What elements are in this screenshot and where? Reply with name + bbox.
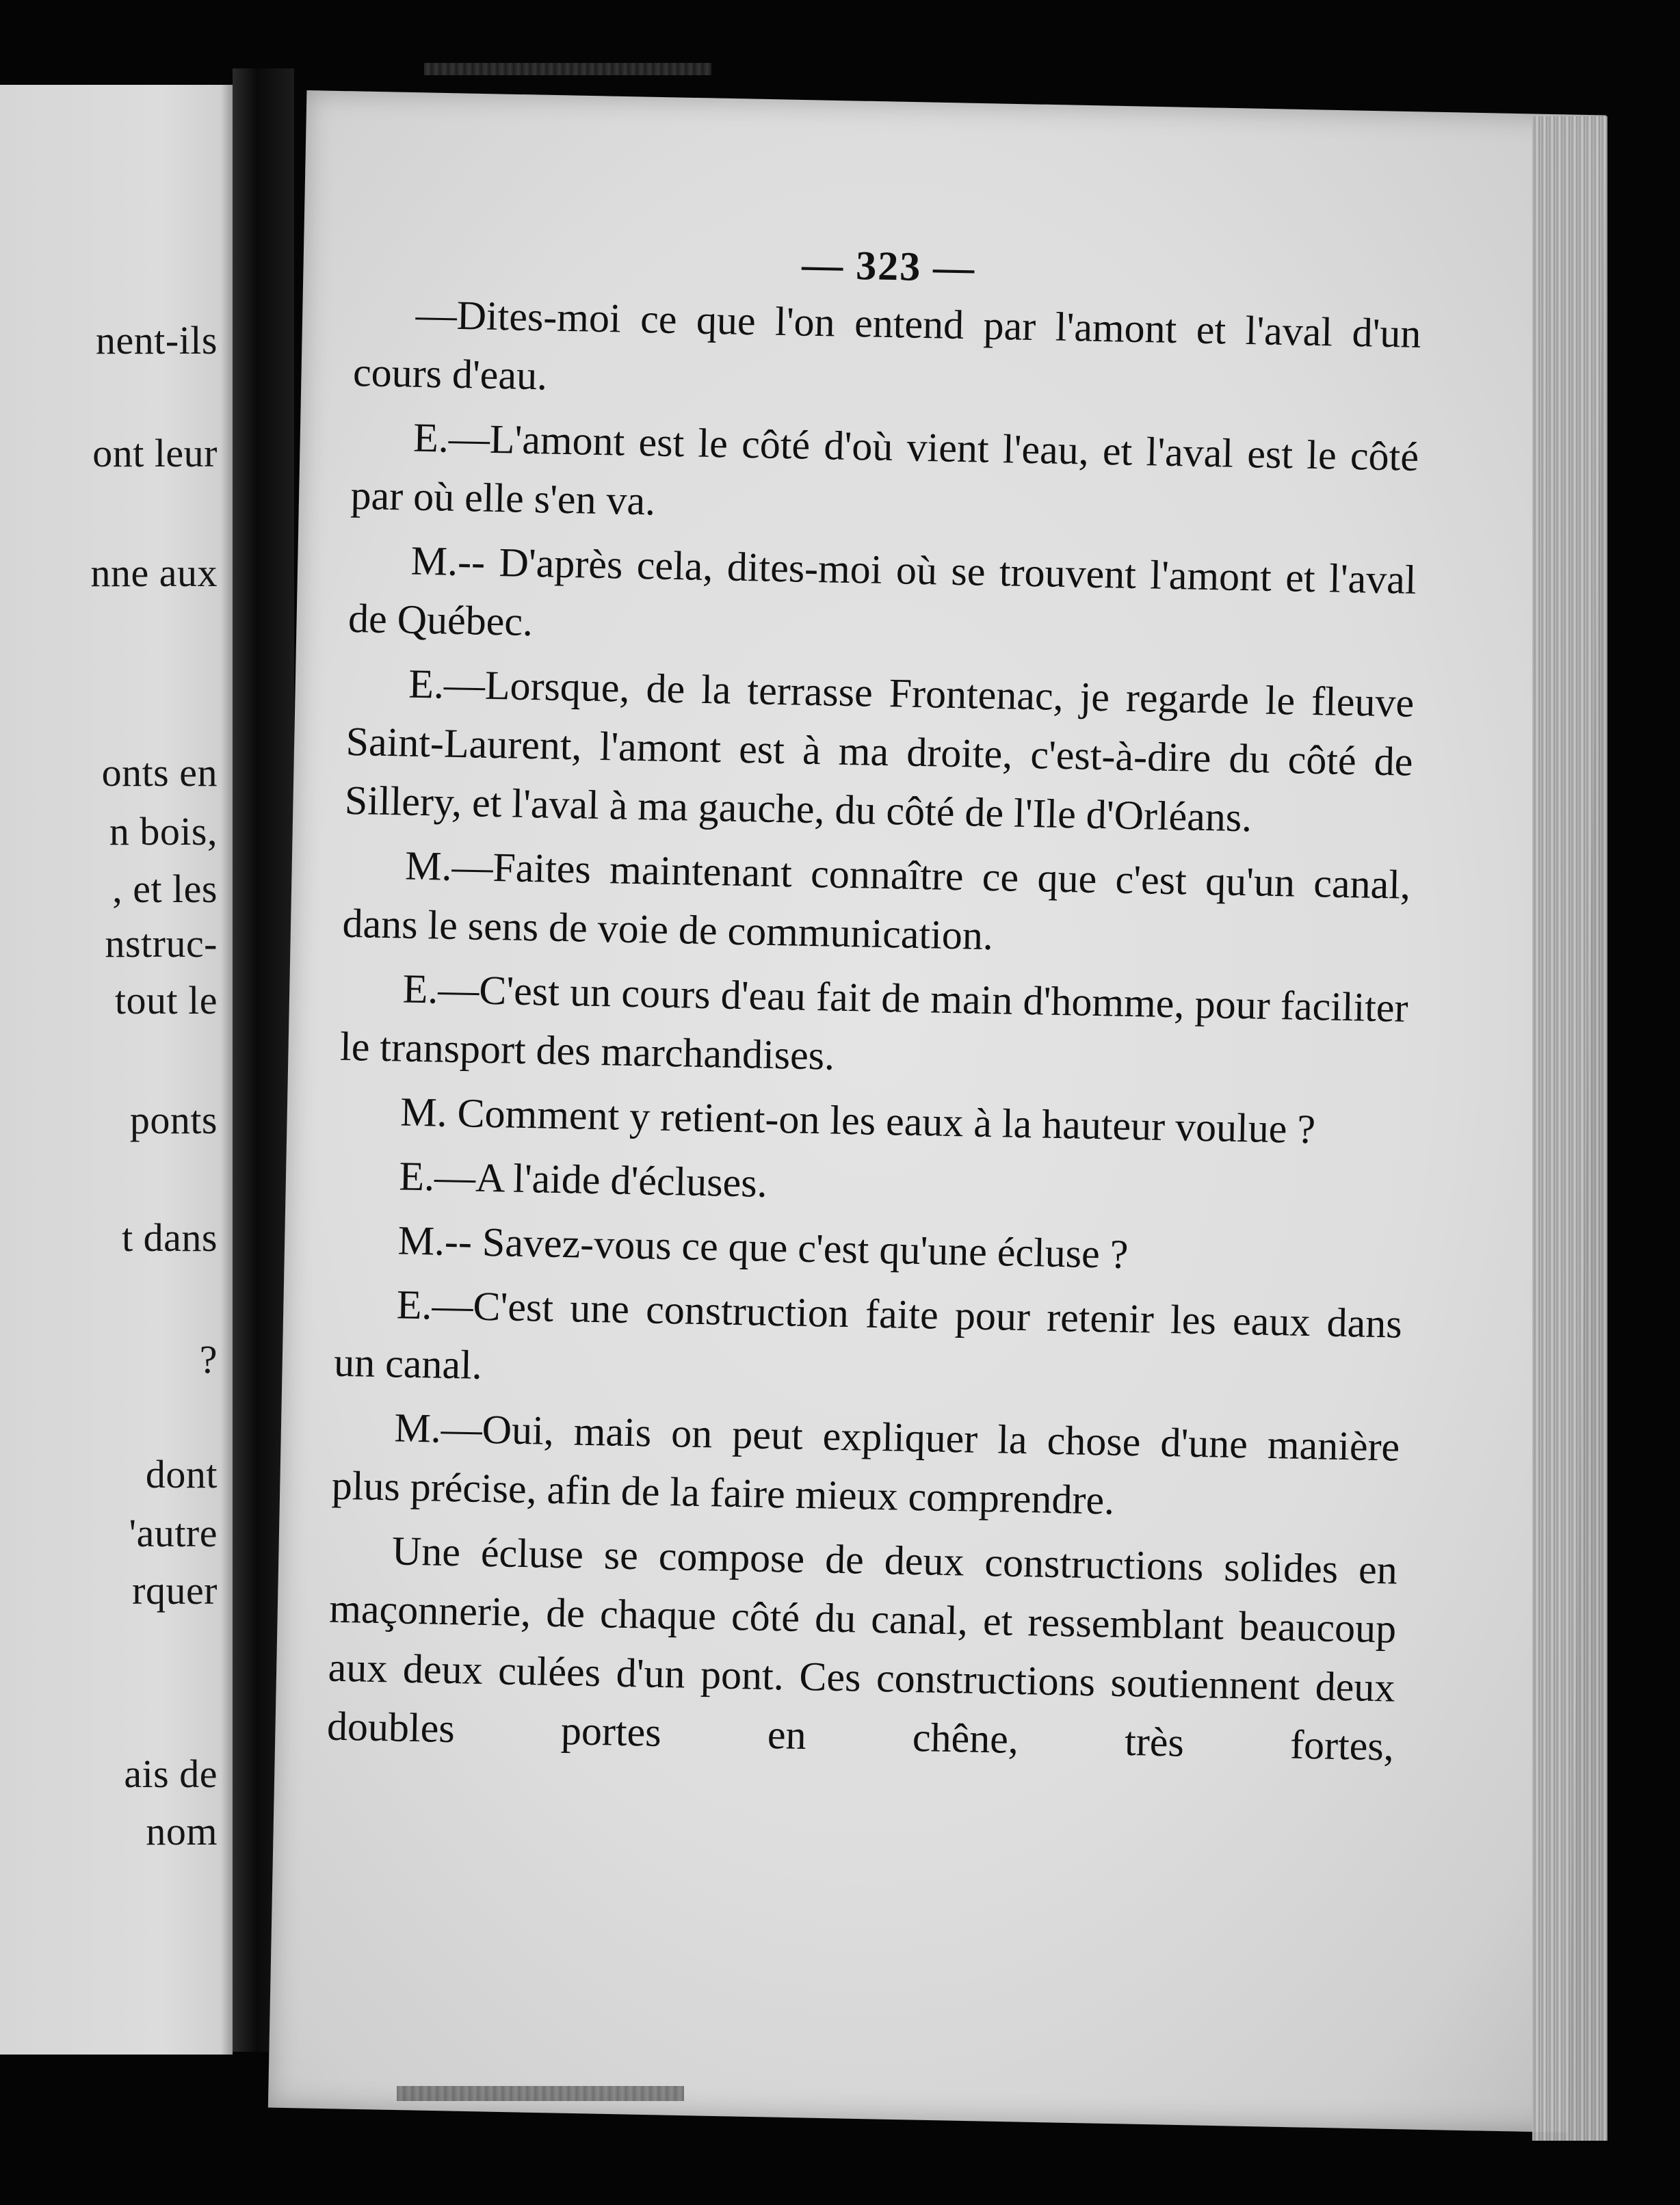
page-edges [1532, 116, 1607, 2141]
left-line-fragment: n bois, [109, 809, 218, 854]
left-line-fragment: onts en [101, 750, 218, 795]
right-page-text [326, 233, 1422, 1776]
paragraph: M.-- D'après cela, dites-moi où se trouvent l'amont et l'aval de Québec. [347, 538, 1417, 645]
left-line-fragment: dont [145, 1452, 218, 1496]
paragraph: E.—L'amont est le côté d'où vient l'eau, et l'aval est le côté par où elle s'en va. [350, 414, 1419, 524]
left-line-fragment: ont leur [92, 431, 218, 475]
paragraph: E.—C'est un cours d'eau fait de main d'homme, pour faciliter le transport des marchandises. [339, 966, 1409, 1079]
paragraph: M.—Oui, mais on peut expliquer la chose d'une manière plus précise, afin de la faire mieux comprendre. [331, 1405, 1400, 1523]
left-line-fragment: 'autre [129, 1511, 218, 1555]
left-page [0, 85, 233, 2055]
left-line-fragment: ais de [124, 1752, 218, 1796]
left-line-fragment: ? [199, 1337, 218, 1382]
paragraph: M.-- Savez-vous ce que c'est qu'une écluse ? [397, 1217, 1129, 1277]
left-line-fragment: , et les [112, 867, 218, 911]
left-line-fragment: nstruc- [105, 921, 218, 966]
left-line-fragment: rquer [132, 1568, 218, 1613]
paragraph: M.—Faites maintenant connaître ce que c'est qu'un canal, dans le sens de voie de communication. [341, 843, 1411, 959]
left-line-fragment: nom [146, 1809, 218, 1853]
page-number: — 323 — [801, 241, 976, 291]
left-line-fragment: ponts [129, 1098, 218, 1142]
scan-mark-top [424, 63, 711, 75]
paragraph: Une écluse se compose de deux constructions solides en maçonnerie, de chaque côté du canal, et ressemblant beaucoup aux deux culées d'un pont. Ces constructions soutiennent deux doubles portes en chêne, très fortes, [326, 1528, 1398, 1769]
left-line-fragment: nne aux [90, 551, 218, 595]
scan-mark-bottom [397, 2086, 684, 2101]
paragraph: E.—C'est une construction faite pour retenir les eaux dans un canal. [333, 1282, 1403, 1388]
paragraph: —Dites-moi ce que l'on entend par l'amont et l'aval d'un cours d'eau. [352, 291, 1422, 399]
paragraph: M. Comment y retient-on les eaux à la hauteur voulue ? [399, 1089, 1316, 1152]
paragraph: E.—Lorsque, de la terrasse Frontenac, je regarde le fleuve Saint-Laurent, l'amont est à ma droite, c'est-à-dire du côté de Sillery, et l'aval à ma gauche, du côté de l'Ile d'Orléans. [344, 661, 1415, 841]
left-line-fragment: nent-ils [96, 318, 218, 362]
paragraph: E.—A l'aide d'écluses. [398, 1153, 768, 1206]
left-line-fragment: tout le [114, 978, 218, 1022]
left-line-fragment: t dans [122, 1215, 218, 1260]
